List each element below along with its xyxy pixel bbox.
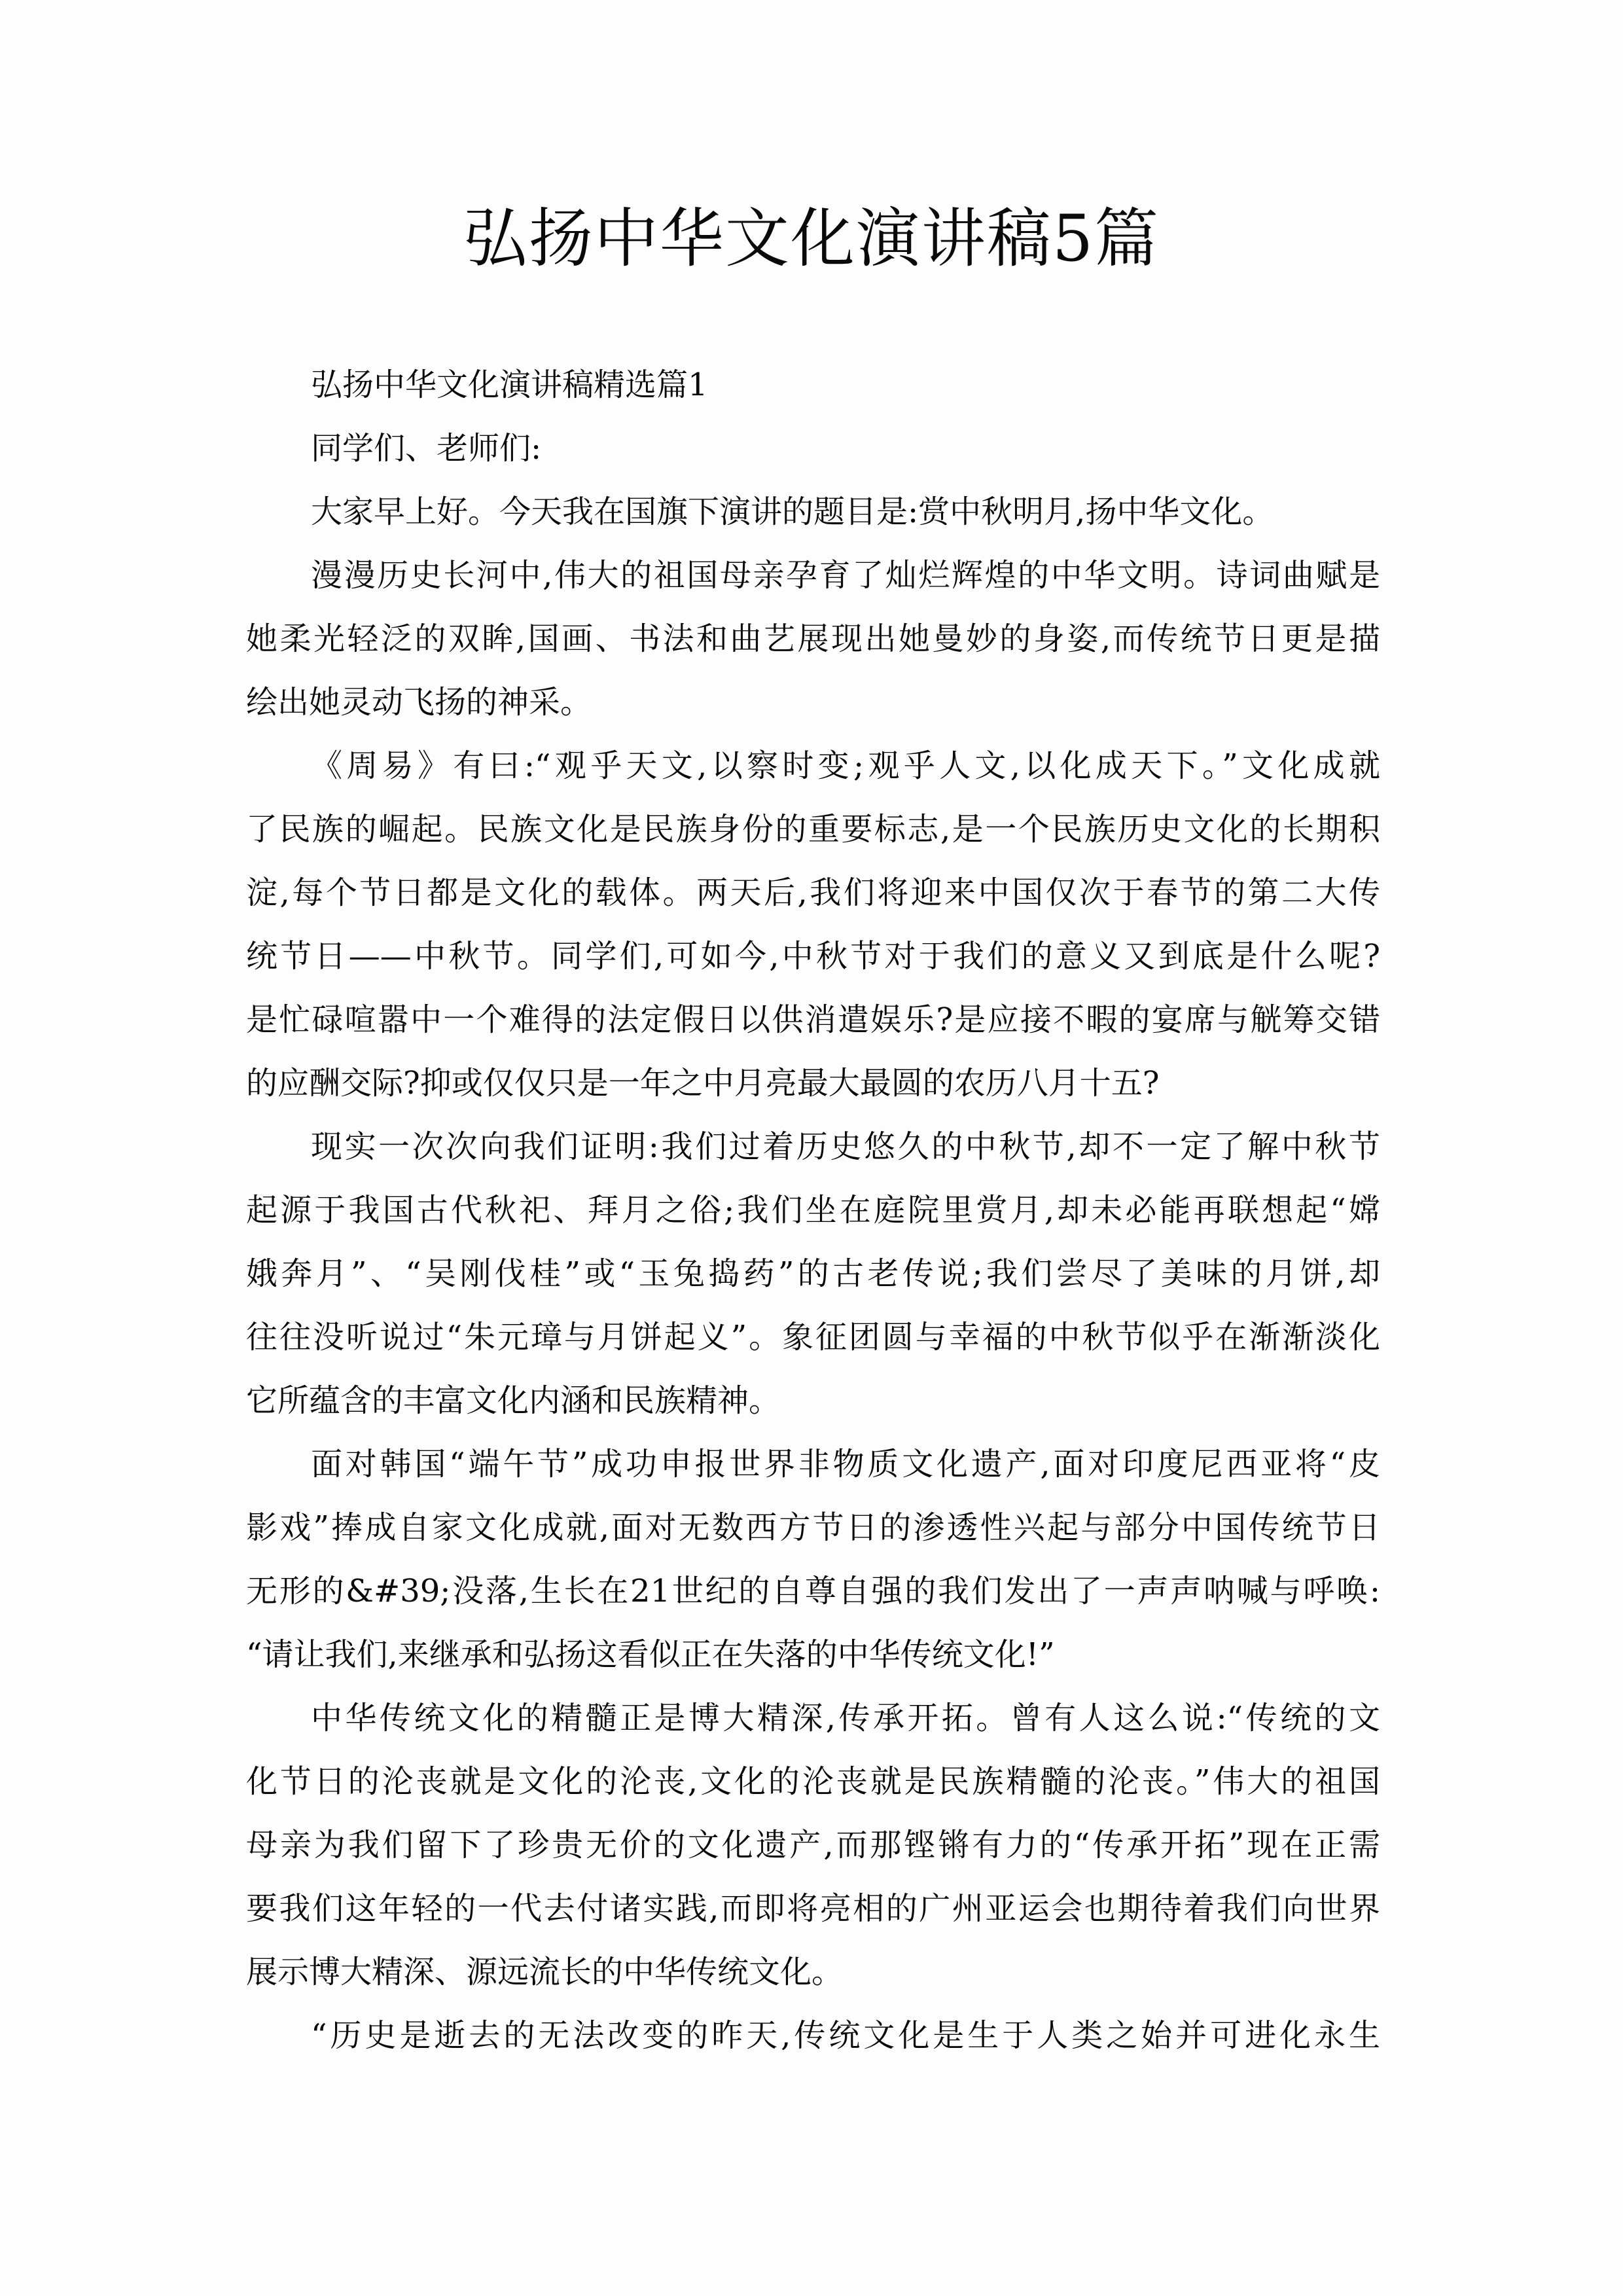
paragraph-line: 的应酬交际?抑或仅仅只是一年之中月亮最大最圆的农历八月十五?	[246, 1065, 1160, 1102]
paragraph-line: 要我们这年轻的一代去付诸实践,而即将亮相的广州亚运会也期待着我们向世界	[246, 1890, 1380, 1927]
paragraph-line: 化节日的沦丧就是文化的沦丧,文化的沦丧就是民族精髓的沦丧。”伟大的祖国	[246, 1763, 1380, 1800]
paragraph-line: 展示博大精深、源远流长的中华传统文化。	[246, 1954, 844, 1990]
salutation: 同学们、老师们:	[311, 430, 542, 467]
paragraph-line: 无形的&#39;没落,生长在21世纪的自尊自强的我们发出了一声声呐喊与呼唤:	[246, 1573, 1380, 1609]
paragraph-line: 它所蕴含的丰富文化内涵和民族精神。	[246, 1382, 781, 1419]
paragraph-line: 绘出她灵动飞扬的神采。	[246, 684, 592, 721]
paragraph-line: “请让我们,来继承和弘扬这看似正在失落的中华传统文化!”	[246, 1636, 1055, 1673]
paragraph-line: “历史是逝去的无法改变的昨天,传统文化是生于人类之始并可进化永生	[311, 2017, 1380, 2054]
document-title: 弘扬中华文化演讲稿5篇	[463, 202, 1160, 276]
paragraph-line: 漫漫历史长河中,伟大的祖国母亲孕育了灿烂辉煌的中华文明。诗词曲赋是	[311, 557, 1380, 594]
paragraph-line: 中华传统文化的精髓正是博大精深,传承开拓。曾有人这么说:“传统的文	[311, 1700, 1380, 1736]
paragraph-line: 淀,每个节日都是文化的载体。两天后,我们将迎来中国仅次于春节的第二大传	[246, 874, 1380, 911]
paragraph-line: 她柔光轻泛的双眸,国画、书法和曲艺展现出她曼妙的身姿,而传统节日更是描	[246, 620, 1380, 657]
paragraph-line: 是忙碌喧嚣中一个难得的法定假日以供消遣娱乐?是应接不暇的宴席与觥筹交错	[246, 1001, 1380, 1038]
paragraph-line: 起源于我国古代秋祀、拜月之俗;我们坐在庭院里赏月,却未必能再联想起“嫦	[246, 1192, 1380, 1229]
paragraph-line: 娥奔月”、“吴刚伐桂”或“玉兔捣药”的古老传说;我们尝尽了美味的月饼,却	[246, 1255, 1380, 1292]
body-paragraphs	[246, 480, 1380, 2068]
paragraph-line: 往往没听说过“朱元璋与月饼起义”。象征团圆与幸福的中秋节似乎在渐渐淡化	[246, 1319, 1380, 1355]
paragraph-line: 了民族的崛起。民族文化是民族身份的重要标志,是一个民族历史文化的长期积	[246, 811, 1380, 848]
paragraph-line: 母亲为我们留下了珍贵无价的文化遗产,而那铿锵有力的“传承开拓”现在正需	[246, 1827, 1380, 1863]
section-heading: 弘扬中华文化演讲稿精选篇1	[311, 367, 708, 403]
paragraph-line: 大家早上好。今天我在国旗下演讲的题目是:赏中秋明月,扬中华文化。	[311, 493, 1274, 530]
paragraph-line: 统节日——中秋节。同学们,可如今,中秋节对于我们的意义又到底是什么呢?	[246, 938, 1380, 975]
paragraph-line: 面对韩国“端午节”成功申报世界非物质文化遗产,面对印度尼西亚将“皮	[311, 1446, 1380, 1482]
paragraph-line: 现实一次次向我们证明:我们过着历史悠久的中秋节,却不一定了解中秋节	[311, 1128, 1380, 1165]
paragraph-line: 影戏”捧成自家文化成就,面对无数西方节日的渗透性兴起与部分中国传统节日	[246, 1509, 1380, 1546]
paragraph-line: 《周易》有曰:“观乎天文,以察时变;观乎人文,以化成天下。”文化成就	[311, 747, 1380, 784]
document-body	[246, 353, 1380, 2068]
